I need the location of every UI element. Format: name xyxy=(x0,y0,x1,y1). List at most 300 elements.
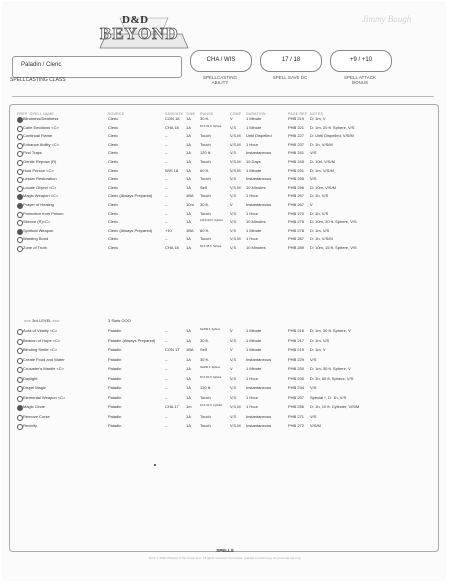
spell-save-atk: -- xyxy=(165,385,168,390)
spell-range: 60 ft./20 ft. Sphere xyxy=(200,124,222,128)
spell-save-dc-label: SPELL SAVE DC xyxy=(272,75,308,80)
spell-duration: 1 Minute xyxy=(246,124,262,130)
col-time: TIME xyxy=(186,112,196,116)
spell-page-ref: PHB 216 xyxy=(288,328,305,333)
spell-notes: D: 1m, V xyxy=(310,347,326,352)
spell-row xyxy=(14,159,434,166)
spell-page-ref: PHB 251 xyxy=(288,167,305,173)
footer-title: SPELLS xyxy=(216,548,234,553)
spell-range: Self/30 ft. Sphere xyxy=(200,328,221,331)
spell-source: Cleric xyxy=(108,236,119,242)
spell-page-ref: PHB 275 xyxy=(288,219,305,225)
spell-row xyxy=(14,150,434,157)
spell-duration: Instantaneous xyxy=(246,385,272,390)
spell-components: V,S xyxy=(230,245,237,250)
spell-duration: 10 Minutes xyxy=(246,184,266,190)
spell-casting-time: 1BA xyxy=(186,227,194,233)
spell-notes: D: 1h, V/S/M xyxy=(310,141,333,147)
spell-range: 60 ft./15 ft. Sphere xyxy=(200,245,222,248)
spell-duration: 1 Minute xyxy=(246,227,262,233)
spell-page-ref: PHB 278 xyxy=(288,227,305,233)
spell-page-ref: PHB 221 xyxy=(288,124,305,130)
spell-page-ref: PHB 272 xyxy=(288,423,305,428)
spell-attack-bonus-box xyxy=(330,50,392,72)
spell-page-ref: PHB 230 xyxy=(288,366,305,371)
spell-notes: V/S xyxy=(310,385,317,390)
spell-row xyxy=(14,338,434,345)
spell-casting-time: 1m xyxy=(186,404,192,409)
spell-notes: D: 1h, V/S/M xyxy=(310,236,333,242)
spell-components: V,S xyxy=(230,375,237,381)
spell-name: Magic Weapon <C> xyxy=(23,193,59,199)
spell-page-ref: PHB 237 xyxy=(288,141,305,147)
spell-name: Dispel Magic xyxy=(23,385,46,390)
spell-page-ref: PHB 256 xyxy=(288,404,305,409)
spell-notes: V/S xyxy=(310,356,317,362)
spell-range: Touch xyxy=(200,210,211,216)
spell-row xyxy=(14,142,434,149)
spell-components: V,S xyxy=(230,193,237,199)
spell-notes: D: 1h, V/S xyxy=(310,210,329,216)
spell-save-atk: CHA 18 xyxy=(165,124,179,130)
spell-attack-bonus-label: SPELL ATTACK BONUS xyxy=(344,75,376,85)
spell-range: Self/30 ft. Sphere xyxy=(200,366,221,369)
spell-save-atk: -- xyxy=(165,184,168,190)
spell-name: Silence (R)<C> xyxy=(23,219,51,225)
spell-range: 30 ft. xyxy=(200,337,209,343)
spell-save-atk: +10 xyxy=(165,227,172,233)
spell-duration: 1 Hour xyxy=(246,375,259,381)
spell-save-atk: -- xyxy=(165,356,168,362)
spell-range: 10 ft./10 ft. Cylinder xyxy=(200,404,223,407)
spell-range: 60 ft. xyxy=(200,227,209,233)
spell-notes: V/S xyxy=(310,176,317,182)
spellcasting-class-value: Paladin / Cleric xyxy=(21,62,62,68)
spell-components: V,S xyxy=(230,227,237,233)
spell-name: Create Food and Water xyxy=(23,356,65,362)
spell-save-atk: -- xyxy=(165,236,168,242)
level-3-slots: 3 Slots OOO xyxy=(108,318,131,323)
spell-casting-time: 1A xyxy=(186,337,191,343)
spell-notes: V xyxy=(310,202,313,207)
spell-components: V,S xyxy=(230,210,237,216)
spell-name: Prayer of Healing xyxy=(23,202,54,207)
spell-notes: D: 10m, 15 ft. Sphere, V/S xyxy=(310,245,357,250)
spell-row xyxy=(14,404,434,411)
spell-row xyxy=(14,245,434,252)
spell-row xyxy=(14,328,434,335)
spell-components: V xyxy=(230,116,233,121)
col-range: RANGE xyxy=(200,112,214,116)
spell-casting-time: 1A xyxy=(186,141,191,147)
spellcasting-ability-box xyxy=(190,50,252,72)
spell-casting-time: 1A xyxy=(186,159,191,164)
spell-duration: 1 Hour xyxy=(246,141,259,147)
spell-source: Cleric xyxy=(108,167,119,173)
spell-notes: V/S/M xyxy=(310,423,321,428)
spell-name: Find Traps xyxy=(23,150,42,156)
spell-duration: 1 Minute xyxy=(246,347,262,352)
spell-page-ref: PHB 289 xyxy=(288,245,305,250)
spell-casting-time: 1BA xyxy=(186,193,194,199)
spell-casting-time: 1A xyxy=(186,124,191,130)
spell-range: Touch xyxy=(200,236,211,242)
spell-row xyxy=(14,168,434,175)
spell-row xyxy=(14,219,434,226)
spell-notes: D: 1h, 60 ft. Sphere, V/S xyxy=(310,375,354,381)
stray-mark xyxy=(154,464,156,466)
spell-range: Touch xyxy=(200,413,211,419)
spell-save-atk: -- xyxy=(165,366,168,371)
spell-row xyxy=(14,423,434,430)
spell-components: V,S,M xyxy=(230,167,241,173)
spell-casting-time: 1A xyxy=(186,133,191,139)
spell-casting-time: 1A xyxy=(186,375,191,381)
spell-page-ref: PHB 287 xyxy=(288,236,305,242)
spell-source: Paladin xyxy=(108,404,122,409)
spell-source: Cleric xyxy=(108,124,119,130)
spell-source: Cleric xyxy=(108,133,119,139)
spell-save-atk: -- xyxy=(165,328,168,333)
spell-duration: Until Dispelled xyxy=(246,133,272,139)
spell-components: V,S,M xyxy=(230,133,241,139)
spell-name: Lesser Restoration xyxy=(23,176,57,182)
spell-range: Touch xyxy=(200,141,211,147)
spell-page-ref: PHB 257 xyxy=(288,193,305,199)
spell-page-ref: PHB 237 xyxy=(288,394,305,400)
spell-notes: D: 10m, 20 ft. Sphere, V/S xyxy=(310,219,357,225)
spell-components: V,S xyxy=(230,394,237,400)
spell-casting-time: 1A xyxy=(186,356,191,362)
spell-name: Blindness/Deafness xyxy=(23,116,59,121)
spell-duration: 10 Minutes xyxy=(246,245,266,250)
spell-range: 30 ft. xyxy=(200,202,209,207)
spell-duration: Instantaneous xyxy=(246,423,272,428)
spell-range: 60 ft./60 ft. Sphere xyxy=(200,375,222,379)
spell-duration: Instantaneous xyxy=(246,176,272,182)
logo-top-text: D&D xyxy=(122,14,149,26)
spell-duration: Instantaneous xyxy=(246,202,272,207)
spell-casting-time: 1A xyxy=(186,366,191,371)
spell-page-ref: PHB 227 xyxy=(288,133,305,139)
spell-casting-time: 1A xyxy=(186,184,191,190)
spell-notes: D: Until Dispelled, V/S/M xyxy=(310,133,354,139)
spell-duration: 1 Hour xyxy=(246,236,259,242)
col-save-atk: SAVE/ATK xyxy=(165,112,184,116)
spell-save-atk: -- xyxy=(165,210,168,216)
spell-notes: D: 1m, V/S xyxy=(310,337,330,343)
spell-notes: D: 1m, 30 ft. Sphere, V xyxy=(310,366,351,371)
spell-source: Paladin (Always Prepared) xyxy=(108,337,156,343)
spell-duration: 1 Hour xyxy=(246,193,259,199)
spell-casting-time: 1A xyxy=(186,413,191,419)
spell-notes: D: 1m, 20 ft. Sphere, V/S xyxy=(310,124,355,130)
spell-source: Cleric xyxy=(108,141,119,147)
spell-save-atk: WIS 18 xyxy=(165,167,179,173)
spell-name: Elemental Weapon <C> xyxy=(23,394,66,400)
spell-source: Cleric xyxy=(108,184,119,190)
spell-source: Paladin xyxy=(108,328,122,333)
spell-save-atk: -- xyxy=(165,150,168,156)
spell-duration: 1 Minute xyxy=(246,116,262,121)
spell-name: Gentle Repose (R) xyxy=(23,159,57,164)
spell-row xyxy=(14,193,434,200)
spell-casting-time: 1A xyxy=(186,328,191,333)
col-duration: DURATION xyxy=(246,112,266,116)
spell-casting-time: 1A xyxy=(186,210,191,216)
spell-name: Continual Flame xyxy=(23,133,53,139)
spell-duration: 1 Minute xyxy=(246,337,262,343)
spell-components: V xyxy=(230,366,233,371)
spell-save-atk: -- xyxy=(165,202,168,207)
col-comp: COMP xyxy=(230,112,242,116)
spell-page-ref: PHB 245 xyxy=(288,159,305,164)
col-notes: NOTES xyxy=(310,112,324,116)
spell-name: Zone of Truth xyxy=(23,245,47,250)
spell-page-ref: PHB 271 xyxy=(288,413,305,419)
spell-save-atk: -- xyxy=(165,219,168,225)
spell-name: Revivify xyxy=(23,423,38,428)
signature-watermark: Jimmy Baugh xyxy=(362,14,412,24)
spell-save-atk: CON 17 xyxy=(165,347,180,352)
spellcasting-class-banner xyxy=(12,56,182,78)
spell-duration: 1 Hour xyxy=(246,394,259,400)
spell-page-ref: PHB 256 xyxy=(288,184,305,190)
spell-row xyxy=(14,347,434,354)
col-page-ref: PAGE REF xyxy=(288,112,308,116)
spell-range: Touch xyxy=(200,176,211,182)
spell-source: Paladin xyxy=(108,366,122,371)
spell-row xyxy=(14,366,434,373)
spell-casting-time: 1A xyxy=(186,245,191,250)
spell-save-atk: -- xyxy=(165,176,168,182)
spell-casting-time: 1A xyxy=(186,423,191,428)
spellcasting-class-label: SPELLCASTING CLASS xyxy=(10,77,66,83)
spell-name: Warding Bond xyxy=(23,236,49,242)
spell-duration: 10 Minutes xyxy=(246,219,266,225)
spell-source: Paladin xyxy=(108,394,122,400)
spellcasting-ability-label: SPELLCASTING ABILITY xyxy=(202,75,237,85)
spell-save-dc-box xyxy=(260,50,322,72)
spell-name: Spiritual Weapon xyxy=(23,227,54,233)
spell-components: V,S xyxy=(230,219,237,225)
spell-range: Touch xyxy=(200,394,211,400)
spell-casting-time: 1A xyxy=(186,150,191,156)
spell-casting-time: 1A xyxy=(186,219,191,225)
spell-range: Touch xyxy=(200,159,211,164)
spell-duration: 1 Hour xyxy=(246,210,259,216)
level-3-heading: === 3rd LEVEL === xyxy=(24,318,60,323)
spell-duration: 10 Days xyxy=(246,159,261,164)
spell-components: V,S xyxy=(230,385,237,390)
spell-duration: 1 Minute xyxy=(246,366,262,371)
spell-row xyxy=(14,116,434,123)
spell-name: Aura of Vitality <C> xyxy=(23,328,58,333)
spell-source: Paladin xyxy=(108,423,122,428)
spell-attack-bonus-value: +9 / +10 xyxy=(349,57,373,63)
spell-save-atk: -- xyxy=(165,193,168,199)
col-source: SOURCE xyxy=(108,112,125,116)
spell-save-atk: CHA 17 xyxy=(165,404,179,409)
spell-save-atk: -- xyxy=(165,159,168,164)
spell-row xyxy=(14,385,434,392)
spellcasting-ability-value: CHA / WIS xyxy=(206,57,236,63)
spell-notes: D: 1m, V/S xyxy=(310,227,330,233)
spell-components: V,S,M xyxy=(230,159,241,164)
spell-casting-time: 1BA xyxy=(186,347,194,352)
spell-source: Cleric xyxy=(108,159,119,164)
footer-copyright: TM & © 2020 Wizards of the Coast LLC. All rights reserved. Permission granted to photocopy for personal use only. xyxy=(148,556,302,560)
spell-row xyxy=(14,357,434,364)
spell-casting-time: 1A xyxy=(186,176,191,182)
spell-range: 120 ft./20 ft. Sphere xyxy=(200,219,223,223)
spell-page-ref: PHB 270 xyxy=(288,210,305,216)
spell-components: V,S xyxy=(230,337,237,343)
spell-name: Calm Emotions <C> xyxy=(23,124,59,130)
spell-name: Beacon of Hope <C> xyxy=(23,337,61,343)
spell-page-ref: PHB 234 xyxy=(288,385,305,390)
spell-casting-time: 1A xyxy=(186,116,191,121)
spell-notes: D: 10m, V/S/M xyxy=(310,184,337,190)
spell-row xyxy=(14,176,434,183)
spell-save-atk: CHA 18 xyxy=(165,245,179,250)
spell-components: V,S,M xyxy=(230,184,241,190)
spell-notes: D: 1m, V/S/M xyxy=(310,167,334,173)
spell-save-atk: CON 18 xyxy=(165,116,180,121)
spell-source: Paladin xyxy=(108,413,122,419)
spell-source: Cleric (Always Prepared) xyxy=(108,227,153,233)
spell-name: Magic Circle xyxy=(23,404,46,409)
spell-source: Paladin xyxy=(108,356,122,362)
spell-components: V xyxy=(230,347,233,352)
spell-page-ref: PHB 229 xyxy=(288,356,305,362)
spell-row xyxy=(14,133,434,140)
spell-range: 30 ft. xyxy=(200,116,209,121)
spell-components: V,S,M xyxy=(230,141,241,147)
spell-components: V,S,M xyxy=(230,236,241,242)
spell-components: V xyxy=(230,202,233,207)
spell-components: V,S xyxy=(230,413,237,419)
spell-row xyxy=(14,185,434,192)
col-prepared: PREP xyxy=(17,112,28,116)
spell-casting-time: 1A xyxy=(186,236,191,242)
spell-page-ref: PHB 219 xyxy=(288,347,305,352)
spell-name: Blinding Smite <C> xyxy=(23,347,58,352)
spell-row xyxy=(14,236,434,243)
spell-row xyxy=(14,376,434,383)
spell-casting-time: 1A xyxy=(186,394,191,400)
spell-page-ref: PHB 267 xyxy=(288,202,305,207)
header-divider xyxy=(12,96,434,97)
spell-source: Cleric xyxy=(108,176,119,182)
spell-name: Remove Curse xyxy=(23,413,50,419)
col-spell-name: SPELL NAME xyxy=(30,112,54,116)
spell-page-ref: PHB 241 xyxy=(288,150,305,156)
spell-save-dc-value: 17 / 18 xyxy=(281,57,301,63)
spell-casting-time: 10m xyxy=(186,202,194,207)
spell-components: V,S xyxy=(230,124,237,130)
spell-name: Locate Object <C> xyxy=(23,184,57,190)
spell-notes: D: 1m, V xyxy=(310,116,326,121)
spell-source: Cleric xyxy=(108,150,119,156)
spell-range: 60 ft. xyxy=(200,167,209,173)
spell-source: Cleric (Always Prepared) xyxy=(108,193,153,199)
spell-source: Cleric xyxy=(108,116,119,121)
spell-components: V xyxy=(230,328,233,333)
spell-page-ref: PHB 255 xyxy=(288,176,305,182)
spell-row xyxy=(14,211,434,218)
spell-source: Cleric xyxy=(108,219,119,225)
spell-row xyxy=(14,125,434,132)
spell-duration: 1 Minute xyxy=(246,328,262,333)
spell-components: V,S,M xyxy=(230,423,241,428)
spell-notes: V/S xyxy=(310,413,317,419)
spell-save-atk: -- xyxy=(165,337,168,343)
spell-range: Touch xyxy=(200,193,211,199)
spell-page-ref: PHB 217 xyxy=(288,337,305,343)
spell-notes: D: 1m, 30 ft. Sphere, V xyxy=(310,328,351,333)
spell-range: Touch xyxy=(200,423,211,428)
spell-source: Paladin xyxy=(108,375,122,381)
spell-row xyxy=(14,202,434,209)
spell-duration: 1 Hour xyxy=(246,404,259,409)
spell-notes: D: 1h, 10 ft. Cylinder, V/S/M xyxy=(310,404,360,409)
logo-main-text: BEYOND xyxy=(100,24,179,43)
spell-save-atk: -- xyxy=(165,141,168,147)
spell-range: 120 ft. xyxy=(200,385,212,390)
spell-range: 120 ft. xyxy=(200,150,212,156)
spell-row xyxy=(14,228,434,235)
spell-source: Paladin xyxy=(108,385,122,390)
spell-source: Cleric xyxy=(108,210,119,216)
spell-name: Crusader's Mantle <C> xyxy=(23,366,65,371)
spell-name: Daylight xyxy=(23,375,38,381)
spell-save-atk: -- xyxy=(165,394,168,400)
spell-save-atk: -- xyxy=(165,375,168,381)
spell-page-ref: PHB 219 xyxy=(288,116,305,121)
spell-notes: Special *, D: 1h, V/S xyxy=(310,394,347,400)
spell-duration: Instantaneous xyxy=(246,413,272,419)
spell-range: Self xyxy=(200,347,207,352)
spell-range: Touch xyxy=(200,133,211,139)
spell-notes: D: 10d, V/S/M xyxy=(310,159,335,164)
spell-name: Hold Person <C> xyxy=(23,167,54,173)
spell-components: V,S,M xyxy=(230,404,241,409)
spell-save-atk: -- xyxy=(165,413,168,419)
spell-components: V,S xyxy=(230,356,237,362)
spell-page-ref: PHB 230 xyxy=(288,375,305,381)
spell-source: Cleric xyxy=(108,202,119,207)
spell-components: V,S xyxy=(230,150,237,156)
spell-notes: V/S xyxy=(310,150,317,156)
spell-save-atk: -- xyxy=(165,423,168,428)
spell-source: Paladin xyxy=(108,347,122,352)
spell-row xyxy=(14,414,434,421)
spell-source: Cleric xyxy=(108,245,119,250)
spell-casting-time: 1A xyxy=(186,167,191,173)
spell-duration: Instantaneous xyxy=(246,356,272,362)
spell-name: Protection from Poison xyxy=(23,210,64,216)
spell-components: V,S xyxy=(230,176,237,182)
spell-range: Self xyxy=(200,184,207,190)
spell-duration: Instantaneous xyxy=(246,150,272,156)
spell-row xyxy=(14,395,434,402)
spell-casting-time: 1A xyxy=(186,385,191,390)
spell-name: Enhance Ability <C> xyxy=(23,141,60,147)
spell-notes: D: 1h, V/S xyxy=(310,193,329,199)
spell-duration: 1 Minute xyxy=(246,167,262,173)
spell-range: 30 ft. xyxy=(200,356,209,362)
